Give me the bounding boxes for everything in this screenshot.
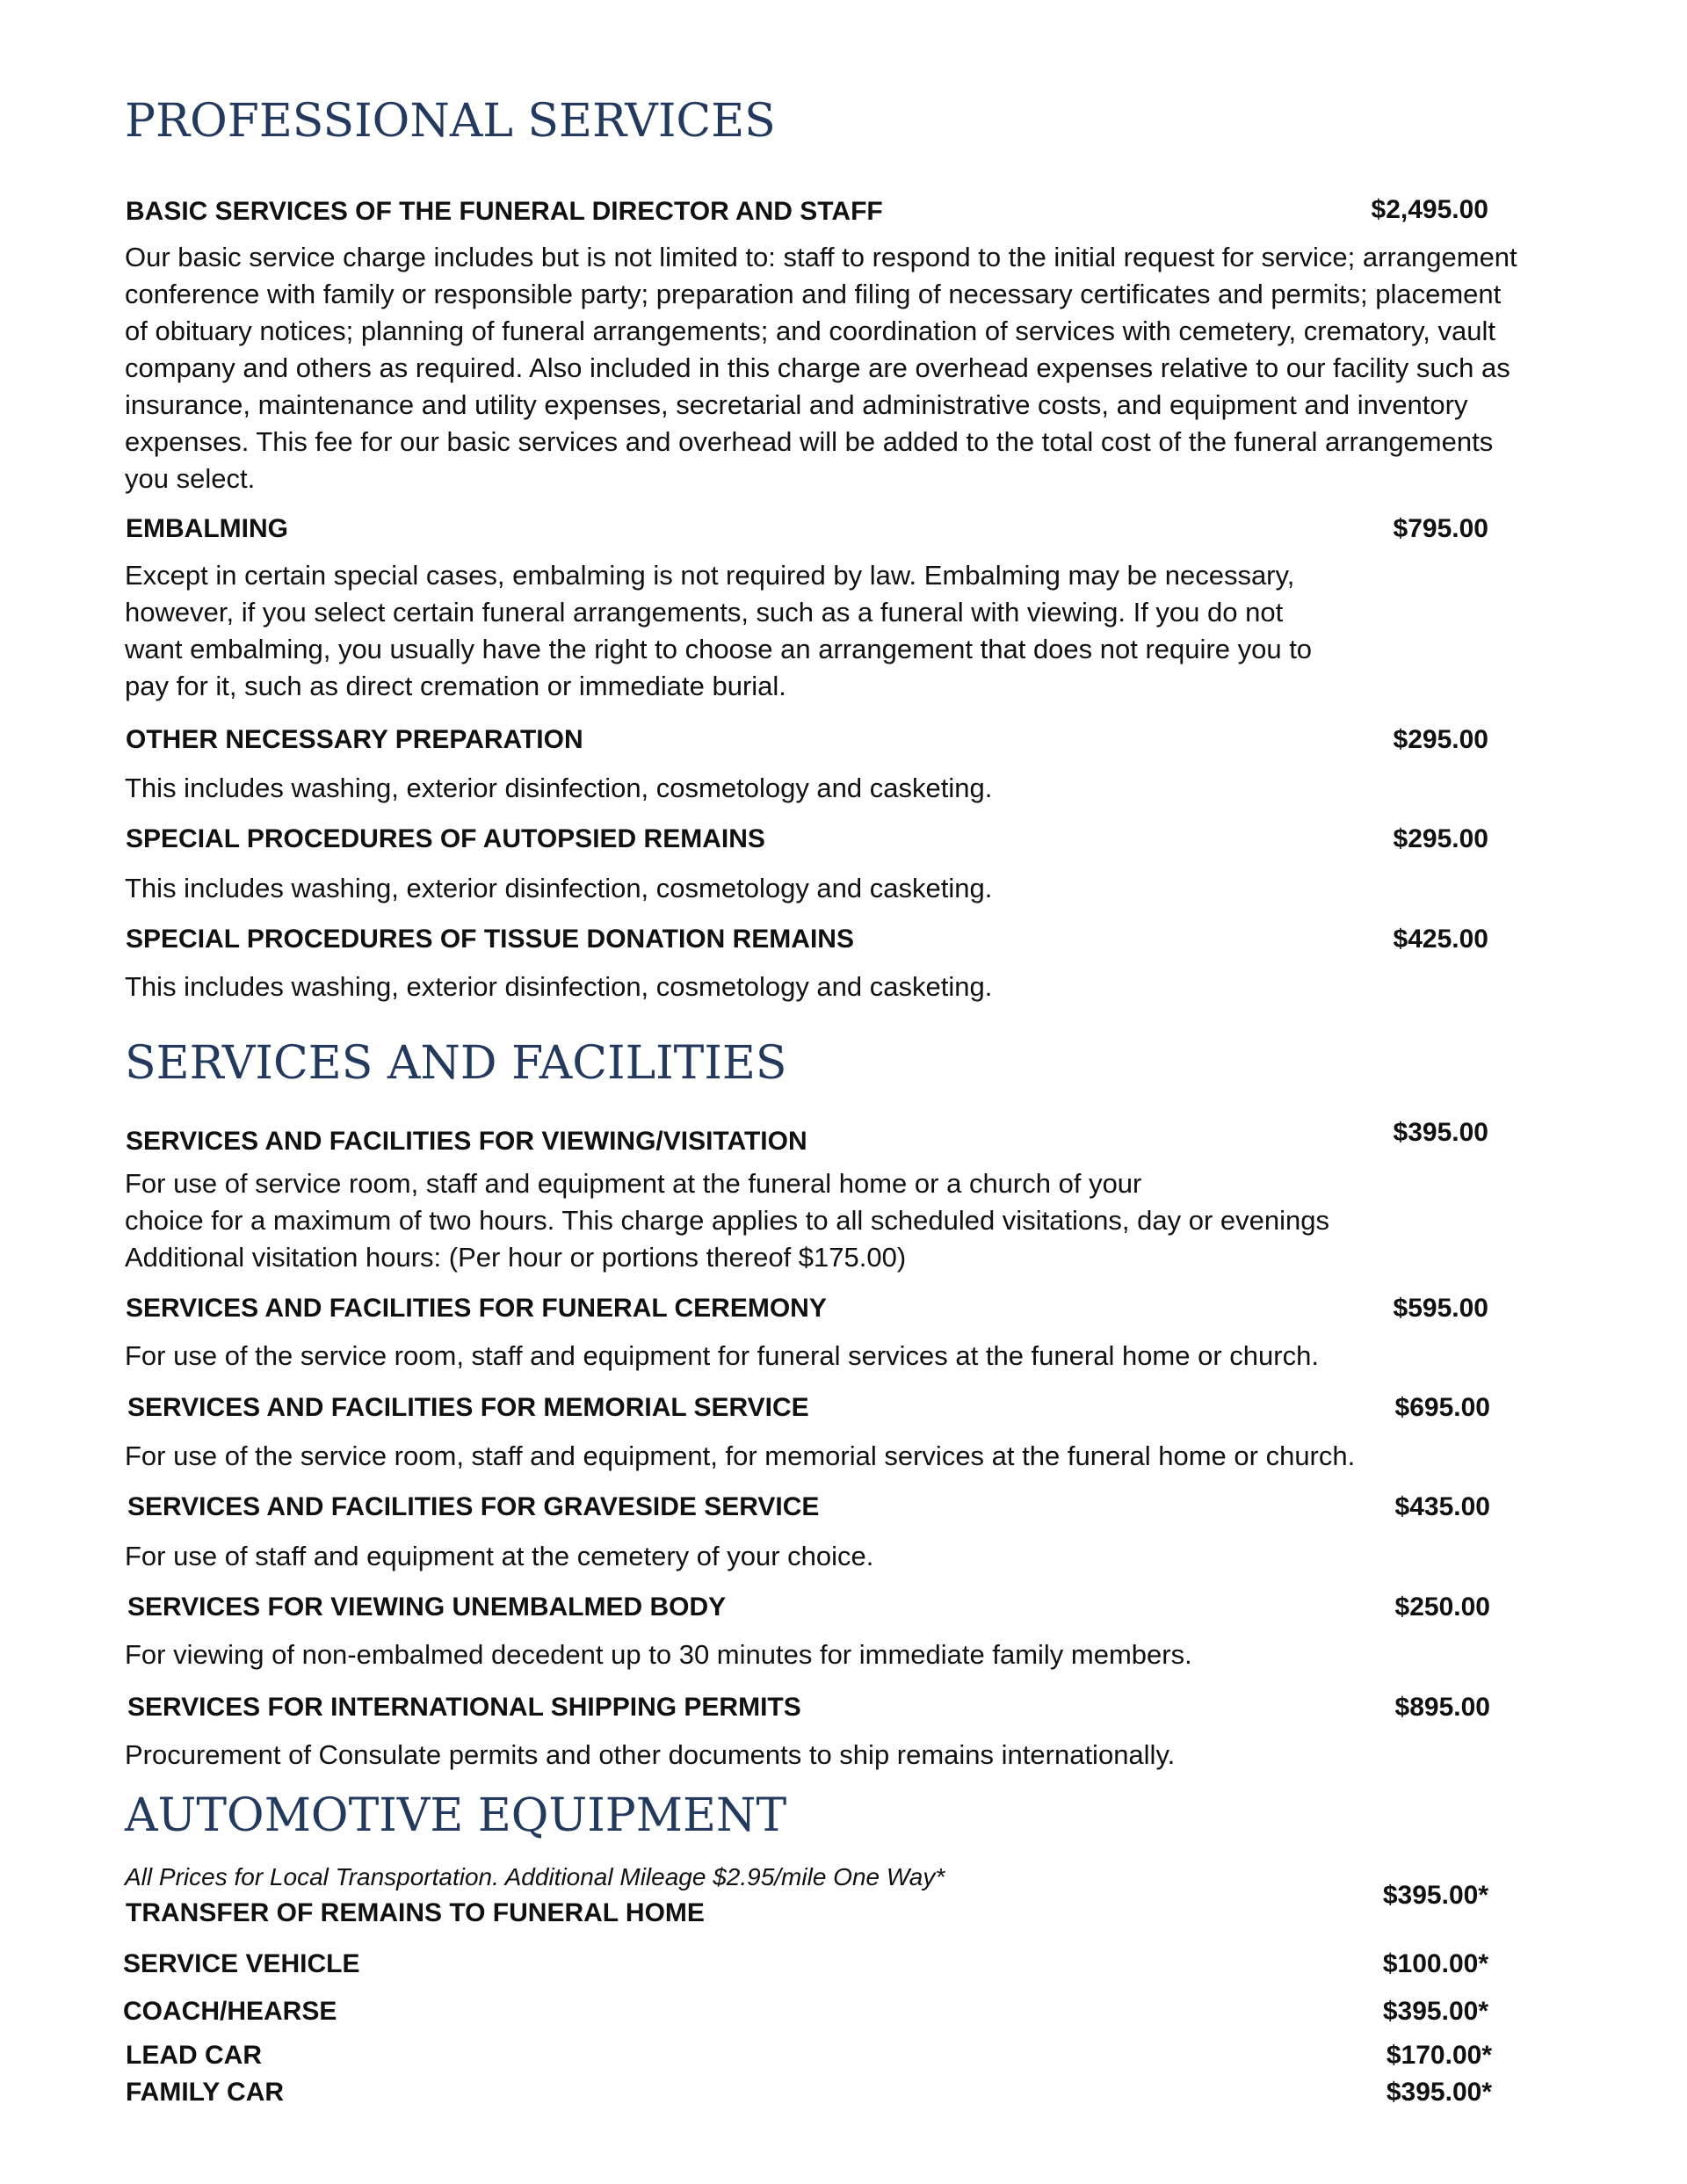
item-title-autopsied-remains: SPECIAL PROCEDURES OF AUTOPSIED REMAINS: [126, 824, 765, 853]
item-title-funeral-ceremony: SERVICES AND FACILITIES FOR FUNERAL CEREMONY: [126, 1294, 827, 1323]
desc-other-necessary-preparation: This includes washing, exterior disinfection, cosmetology and casketing.: [125, 773, 993, 803]
item-title-tissue-donation-remains: SPECIAL PROCEDURES OF TISSUE DONATION REMAINS: [126, 925, 854, 954]
price-lead-car: $170.00*: [1386, 2041, 1492, 2070]
price-other-necessary-preparation: $295.00: [1393, 725, 1488, 754]
price-coach-hearse: $395.00*: [1382, 1997, 1488, 2026]
automotive-mileage-note: All Prices for Local Transportation. Additional Mileage $2.95/mile One Way*: [125, 1863, 945, 1890]
item-title-international-shipping: SERVICES FOR INTERNATIONAL SHIPPING PERMITS: [127, 1693, 801, 1722]
item-title-coach-hearse: COACH/HEARSE: [123, 1997, 337, 2026]
price-international-shipping: $895.00: [1394, 1693, 1490, 1722]
price-transfer-of-remains: $395.00*: [1382, 1881, 1488, 1910]
desc-memorial-service: For use of the service room, staff and equipment, for memorial services at the funeral home or church.: [125, 1440, 1356, 1471]
item-title-family-car: FAMILY CAR: [126, 2078, 285, 2107]
item-title-memorial-service: SERVICES AND FACILITIES FOR MEMORIAL SERVICE: [127, 1393, 809, 1422]
price-service-vehicle: $100.00*: [1382, 1949, 1488, 1978]
item-title-lead-car: LEAD CAR: [126, 2041, 262, 2070]
desc-basic-services: Our basic service charge includes but is not limited to: staff to respond to the initial request for service; arrangement conference with family or responsible party; preparation and filing of necessary certificates and permits; placement of obituary notices; planning of funeral arrangements; and coordination of services with cemetery, crematory, vault company and others as required. Also included in this charge are overhead expenses relative to our facility such as insurance, maintenance and utility expenses, secretarial and administrative costs, and equipment and inventory expenses. This fee for our basic services and overhead will be added to the total cost of the funeral arrangements you select.: [125, 242, 1517, 494]
item-title-viewing-visitation: SERVICES AND FACILITIES FOR VIEWING/VISITATION: [126, 1127, 807, 1156]
desc-viewing-visitation-line-3: Additional visitation hours: (Per hour or portions thereof $175.00): [125, 1242, 907, 1273]
price-viewing-unembalmed: $250.00: [1394, 1593, 1490, 1622]
section-title-professional-services: PROFESSIONAL SERVICES: [125, 95, 776, 148]
desc-viewing-visitation-line-2: choice for a maximum of two hours. This charge applies to all scheduled visitations, day or evenings: [125, 1205, 1330, 1236]
price-memorial-service: $695.00: [1394, 1393, 1490, 1422]
desc-viewing-visitation-line-1: For use of service room, staff and equipment at the funeral home or a church of your: [125, 1168, 1142, 1199]
price-graveside-service: $435.00: [1394, 1492, 1490, 1521]
price-autopsied-remains: $295.00: [1393, 824, 1488, 853]
item-title-graveside-service: SERVICES AND FACILITIES FOR GRAVESIDE SERVICE: [127, 1492, 820, 1521]
desc-tissue-donation-remains: This includes washing, exterior disinfection, cosmetology and casketing.: [125, 971, 993, 1002]
item-title-viewing-unembalmed: SERVICES FOR VIEWING UNEMBALMED BODY: [127, 1593, 727, 1622]
item-title-service-vehicle: SERVICE VEHICLE: [123, 1949, 360, 1978]
desc-graveside-service: For use of staff and equipment at the cemetery of your choice.: [125, 1541, 874, 1571]
item-title-other-necessary-preparation: OTHER NECESSARY PREPARATION: [126, 725, 583, 754]
price-tissue-donation-remains: $425.00: [1393, 925, 1488, 954]
desc-embalming: Except in certain special cases, embalming is not required by law. Embalming may be necessary, however, if you select certain funeral arrangements, such as a funeral with viewing. If you do not want embalming, you usually have the right to choose an arrangement that does not require you to pay for it, such as direct cremation or immediate burial.: [125, 560, 1313, 701]
item-title-embalming: EMBALMING: [126, 514, 288, 543]
price-embalming: $795.00: [1393, 514, 1488, 543]
item-title-transfer-of-remains: TRANSFER OF REMAINS TO FUNERAL HOME: [126, 1898, 705, 1927]
price-basic-services: $2,495.00: [1371, 195, 1488, 224]
desc-international-shipping: Procurement of Consulate permits and other documents to ship remains internationally.: [125, 1739, 1176, 1770]
price-funeral-ceremony: $595.00: [1393, 1294, 1488, 1323]
price-family-car: $395.00*: [1386, 2078, 1492, 2107]
section-title-automotive-equipment: AUTOMOTIVE EQUIPMENT: [125, 1789, 787, 1842]
desc-funeral-ceremony: For use of the service room, staff and equipment for funeral services at the funeral home or church.: [125, 1340, 1319, 1371]
item-title-basic-services: BASIC SERVICES OF THE FUNERAL DIRECTOR AND STAFF: [126, 197, 883, 226]
price-viewing-visitation: $395.00: [1393, 1118, 1488, 1147]
desc-viewing-unembalmed: For viewing of non-embalmed decedent up to 30 minutes for immediate family members.: [125, 1639, 1192, 1670]
section-title-services-and-facilities: SERVICES AND FACILITIES: [125, 1037, 787, 1090]
desc-autopsied-remains: This includes washing, exterior disinfection, cosmetology and casketing.: [125, 873, 993, 903]
